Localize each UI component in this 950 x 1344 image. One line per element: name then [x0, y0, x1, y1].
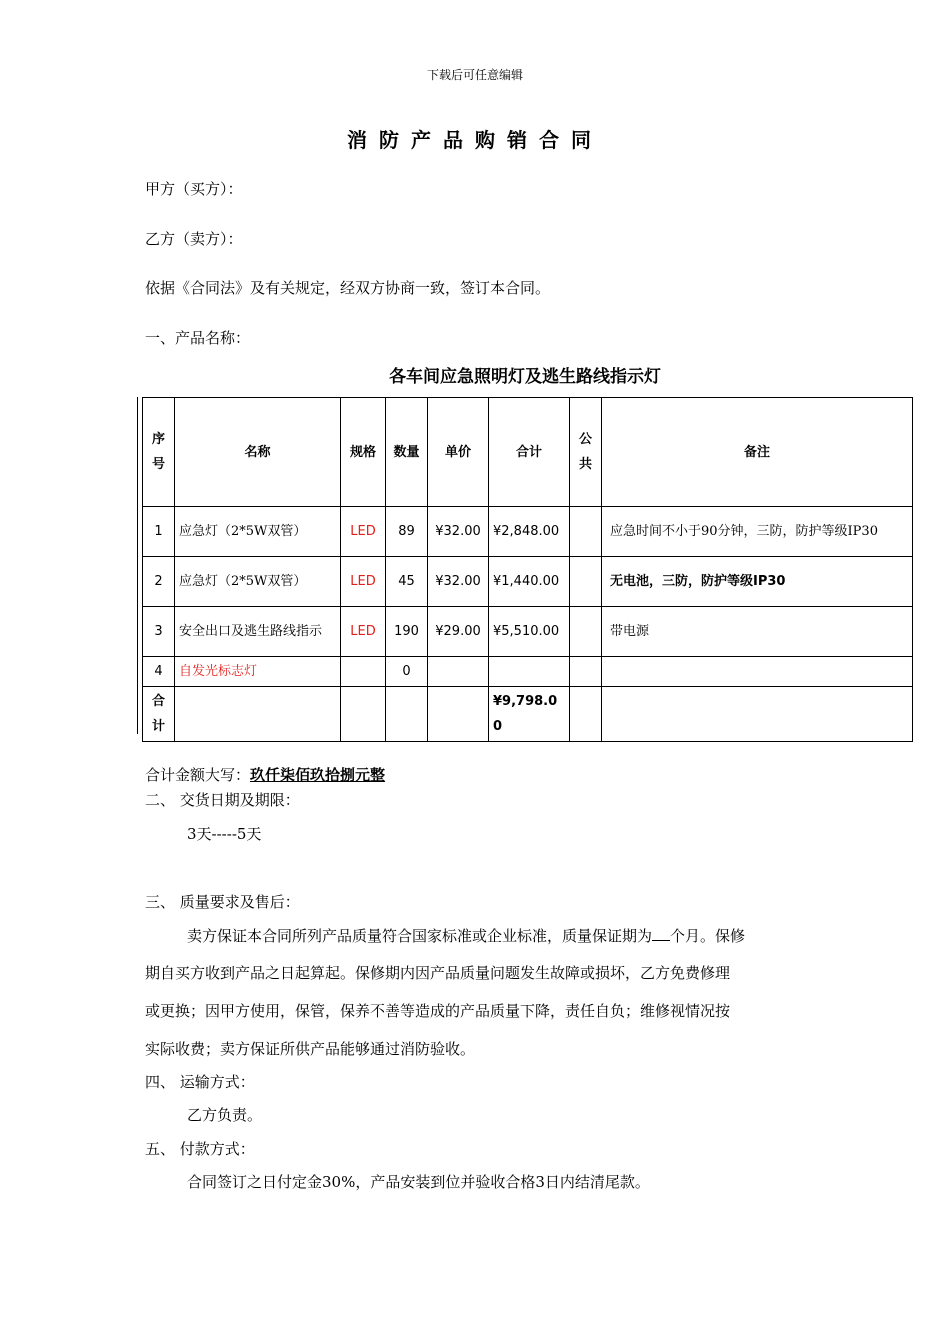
row-unit-price	[428, 657, 489, 687]
row-total	[489, 657, 570, 687]
section-4-heading: 四、 运输方式：	[145, 1073, 255, 1091]
empty-cell	[341, 687, 386, 742]
table-row	[143, 507, 913, 557]
table-row	[143, 557, 913, 607]
sum-total: ¥9,798.00	[489, 687, 570, 742]
warranty-months-blank	[652, 926, 670, 941]
table-row	[143, 657, 913, 687]
row-name: 自发光标志灯	[175, 657, 341, 687]
header-remark: 备注	[602, 398, 913, 507]
row-remark	[602, 657, 913, 687]
row-public	[570, 607, 602, 657]
row-spec: LED	[341, 607, 386, 657]
quality-line-2: 期自买方收到产品之日起算起。保修期内因产品质量问题发生故障或损坏，乙方免费修理	[145, 964, 731, 982]
header-unit-price: 单价	[428, 398, 489, 507]
quality-line-4: 实际收费；卖方保证所供产品能够通过消防验收。	[145, 1040, 476, 1058]
row-unit-price: ¥29.00	[428, 607, 489, 657]
row-public	[570, 557, 602, 607]
row-public	[570, 657, 602, 687]
row-no: 2	[143, 557, 175, 607]
row-name: 安全出口及逃生路线指示	[175, 607, 341, 657]
empty-cell	[602, 687, 913, 742]
row-spec: LED	[341, 557, 386, 607]
row-qty: 0	[386, 657, 428, 687]
payment-text: 合同签订之日付定金30%，产品安装到位并验收合格3日内结清尾款。	[187, 1173, 650, 1191]
quality-text-1b: 个月。保修	[670, 927, 746, 945]
header-no: 序号	[143, 398, 175, 507]
section-3-heading: 三、 质量要求及售后：	[145, 893, 300, 911]
party-b-label: 乙方（卖方）：	[145, 230, 243, 248]
row-unit-price: ¥32.00	[428, 557, 489, 607]
quality-text-1: 卖方保证本合同所列产品质量符合国家标准或企业标准，质量保证期为	[187, 927, 653, 945]
row-qty: 45	[386, 557, 428, 607]
transport-text: 乙方负责。	[187, 1106, 263, 1124]
amount-label: 合计金额大写：	[145, 766, 251, 784]
table-header-row	[143, 398, 913, 507]
sum-label: 合计	[143, 687, 175, 742]
section-5-heading: 五、 付款方式：	[145, 1140, 255, 1158]
row-no: 4	[143, 657, 175, 687]
table-title: 各车间应急照明灯及逃生路线指示灯	[389, 367, 661, 387]
row-remark: 带电源	[602, 607, 913, 657]
row-qty: 190	[386, 607, 428, 657]
row-no: 1	[143, 507, 175, 557]
header-total: 合计	[489, 398, 570, 507]
quality-line-3: 或更换；因甲方使用，保管，保养不善等造成的产品质量下降，责任自负；维修视情况按	[145, 1002, 731, 1020]
empty-cell	[175, 687, 341, 742]
section-1-heading: 一、产品名称：	[145, 329, 251, 347]
empty-cell	[386, 687, 428, 742]
header-public: 公共	[570, 398, 602, 507]
row-unit-price: ¥32.00	[428, 507, 489, 557]
row-total: ¥2,848.00	[489, 507, 570, 557]
section-2-heading: 二、 交货日期及期限：	[145, 791, 300, 809]
amount-line	[145, 764, 385, 785]
row-remark: 应急时间不小于90分钟，三防，防护等级IP30	[602, 507, 913, 557]
intro-text: 依据《合同法》及有关规定，经双方协商一致，签订本合同。	[145, 279, 551, 297]
delivery-period: 3天-----5天	[187, 825, 262, 843]
product-table	[142, 397, 913, 742]
party-a-label: 甲方（买方）：	[145, 180, 243, 198]
table-sum-row	[143, 687, 913, 742]
empty-cell	[428, 687, 489, 742]
row-no: 3	[143, 607, 175, 657]
row-total: ¥5,510.00	[489, 607, 570, 657]
row-spec: LED	[341, 507, 386, 557]
amount-value: 玖仟柒佰玖拾捌元整	[250, 766, 386, 784]
row-total: ¥1,440.00	[489, 557, 570, 607]
row-name: 应急灯（2*5W双管）	[175, 557, 341, 607]
contract-title: 消防产品购销合同	[347, 128, 603, 152]
row-remark: 无电池，三防，防护等级IP30	[602, 557, 913, 607]
header-qty: 数量	[386, 398, 428, 507]
header-spec: 规格	[341, 398, 386, 507]
table-row	[143, 607, 913, 657]
row-spec	[341, 657, 386, 687]
empty-cell	[570, 687, 602, 742]
header-note: 下载后可任意编辑	[426, 68, 523, 82]
table-left-rule	[137, 397, 138, 734]
row-qty: 89	[386, 507, 428, 557]
quality-line-1	[187, 925, 745, 946]
row-public	[570, 507, 602, 557]
header-name: 名称	[175, 398, 341, 507]
row-name: 应急灯（2*5W双管）	[175, 507, 341, 557]
